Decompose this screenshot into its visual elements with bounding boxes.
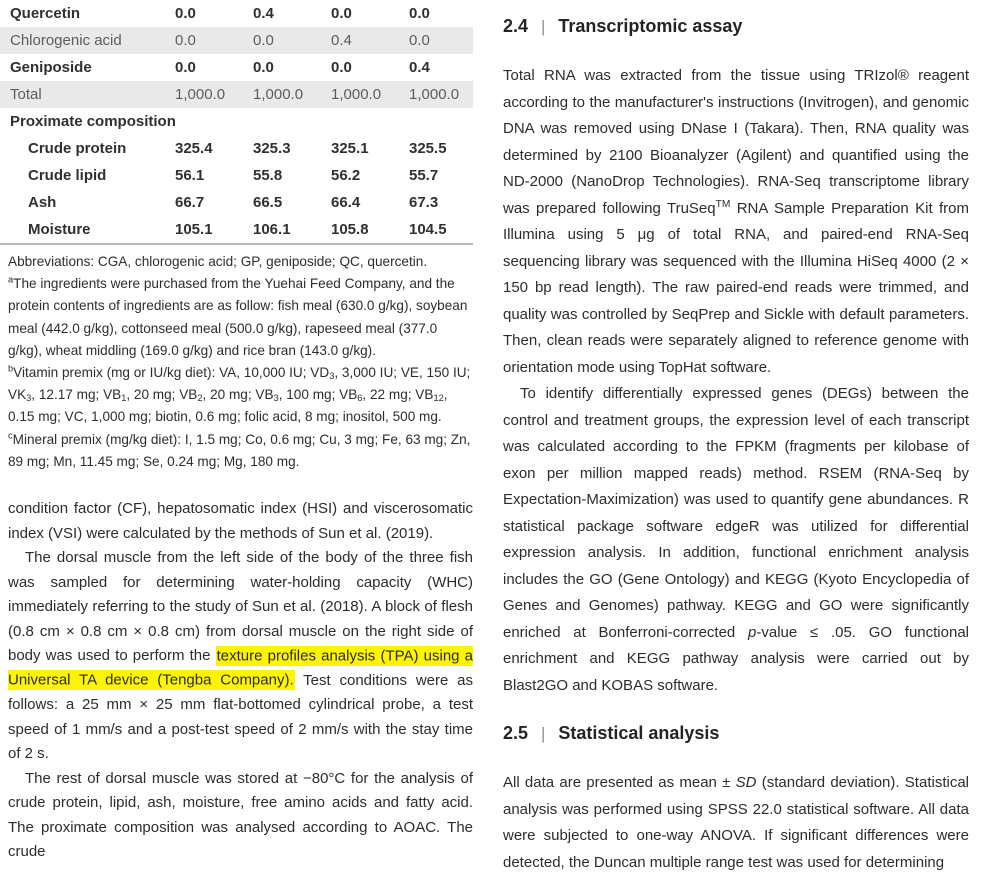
row-label: Quercetin — [10, 5, 81, 22]
text-run: , 100 mg; VB — [278, 387, 358, 403]
text-run: To identify differentially expressed genes (DEGs) between the control and treatment groups, the expression level of each transcript was calculated according to the FPKM (fragments per kilobase of exon per million mapped reads) method. RSEM (RNA-Seq by Expectation-Maximization) was used to quantify gene abundances. R statistical package software edgeR was utilized for differential expression analysis. In addition, functional enrichment analysis includes the GO (Gene Ontology) and KEGG (Kyoto Encyclopedia of Genes and Genomes) pathway. KEGG and GO were significantly enriched at Bonferroni-corrected — [503, 385, 969, 641]
left-column — [8, 0, 473, 876]
row-label: Crude lipid — [28, 167, 107, 184]
footnote-a — [8, 273, 472, 362]
row-value: 105.8 — [331, 221, 369, 238]
text-run: , 0.15 mg; VC, 1,000 mg; biotin, 0.6 mg; folic acid, 8 mg; inositol, 500 mg. — [8, 387, 448, 425]
diet-composition-table — [0, 0, 473, 245]
text-run: RNA Sample Preparation Kit from Illumina using 5 μg of total RNA, and paired-end RNA-Seq sequencing library was sequenced with the Illumina HiSeq 4000 (2 × 150 bp read length). The raw paired-end reads were trimmed, and quality was controlled by SeqPrep and Sickle with default parameters. Then, clean reads were separately aligned to reference genome with orientation mode using TopHat software. — [503, 199, 970, 376]
footnote-abbreviations: Abbreviations: CGA, chlorogenic acid; GP, geniposide; QC, quercetin. — [8, 254, 428, 269]
row-value: 0.4 — [253, 5, 274, 22]
row-value: 55.8 — [253, 167, 283, 184]
row-value: 325.3 — [253, 140, 291, 157]
row-value: 325.5 — [409, 140, 447, 157]
text-run: , 12.17 mg; VB — [31, 387, 122, 403]
paragraph-storage-analysis: The rest of dorsal muscle was stored at −80°C for the analysis of crude protein, lipid, ash, moisture, free amino acids and fatty acid. The proximate composition was analysed according to AOAC. The crude — [8, 769, 473, 861]
right-column — [503, 0, 969, 876]
text-run: The ingredients were purchased from the Yuehai Feed Company, and the protein contents of ingredients are as follow: fish meal (630.0 g/kg), soybean meal (442.0 g/kg), cottonseed meal (500.0 g/kg), rapeseed meal (377.0 g/kg), wheat middling (169.0 g/kg) and rice bran (143.0 g/kg). — [8, 276, 468, 358]
row-value: 325.4 — [175, 140, 213, 157]
paragraph-indices: condition factor (CF), hepatosomatic index (HSI) and viscerosomatic index (VSI) were calculated by the methods of Sun et al. (2019). — [8, 500, 473, 542]
italic-text: p — [748, 623, 757, 641]
paragraph-dorsal-muscle — [8, 546, 473, 767]
row-label: Proximate composition — [10, 113, 176, 130]
text-run: All data are presented as mean ± — [503, 774, 736, 791]
subscript-text: 6 — [357, 393, 363, 404]
row-value: 67.3 — [409, 194, 439, 211]
row-value: 1,000.0 — [331, 86, 382, 103]
subscript-text: 12 — [433, 393, 444, 404]
right-body-text — [503, 63, 969, 699]
superscript-text: TM — [715, 198, 731, 210]
row-value: 0.0 — [331, 59, 352, 76]
section-separator: | — [541, 725, 546, 743]
subscript-text: 3 — [273, 393, 279, 404]
row-label: Chlorogenic acid — [10, 32, 122, 49]
table-row — [0, 216, 473, 243]
row-value: 0.0 — [409, 5, 430, 22]
right-body-text-2 — [503, 770, 969, 876]
superscript-text: b — [8, 363, 14, 374]
section-heading-2-4 — [503, 16, 969, 37]
table-footnotes — [8, 251, 472, 473]
row-value: 106.1 — [253, 221, 291, 238]
row-value: 66.7 — [175, 194, 205, 211]
row-label: Geniposide — [10, 59, 92, 76]
table-row — [0, 54, 473, 81]
row-value: 66.4 — [331, 194, 361, 211]
row-label: Total — [10, 86, 42, 103]
row-value: 1,000.0 — [409, 86, 460, 103]
row-value: 104.5 — [409, 221, 447, 238]
row-value: 0.0 — [175, 32, 196, 49]
row-label: Ash — [28, 194, 57, 211]
row-value: 0.4 — [331, 32, 352, 49]
row-value: 1,000.0 — [253, 86, 304, 103]
subscript-text: 3 — [329, 370, 335, 381]
table-row — [0, 0, 473, 27]
row-value: 66.5 — [253, 194, 283, 211]
paragraph-deg-analysis — [503, 381, 969, 699]
subscript-text: 3 — [26, 393, 32, 404]
text-run: , 20 mg; VB — [126, 387, 198, 403]
row-value: 0.0 — [253, 32, 274, 49]
text-run: , 22 mg; VB — [362, 387, 434, 403]
row-label: Crude protein — [28, 140, 127, 157]
text-run: , 3,000 IU; VE, 150 IU; VK — [8, 365, 471, 403]
row-value: 0.0 — [409, 32, 430, 49]
row-value: 0.0 — [253, 59, 274, 76]
table-row — [0, 189, 473, 216]
row-value: 0.0 — [175, 59, 196, 76]
text-run: The dorsal muscle from the left side of the body of the three fish was sampled for determining water-holding capacity (WHC) immediately referring to the study of Sun et al. (2018). A block of flesh (0.8 cm × 0.8 cm × 0.8 cm) from dorsal muscle on the right side of body was used to perform the — [8, 549, 473, 665]
row-value: 105.1 — [175, 221, 213, 238]
row-value: 0.0 — [175, 5, 196, 22]
text-run: Vitamin premix (mg or IU/kg diet): VA, 10,000 IU; VD — [13, 365, 330, 381]
section-number: 2.5 — [503, 723, 529, 743]
row-label: Moisture — [28, 221, 91, 238]
section-title: Transcriptomic assay — [558, 16, 743, 36]
subscript-text: 1 — [121, 393, 127, 404]
paragraph-rna-extraction — [503, 63, 969, 381]
row-value: 1,000.0 — [175, 86, 226, 103]
row-value: 0.4 — [409, 59, 430, 76]
left-body-text — [8, 497, 473, 865]
table-row — [0, 27, 473, 54]
footnote-b — [8, 362, 472, 429]
row-value: 56.2 — [331, 167, 361, 184]
paragraph-statistics — [503, 770, 969, 876]
text-run: , 20 mg; VB — [202, 387, 274, 403]
table-row — [0, 135, 473, 162]
text-run: Test conditions were as follows: a 25 mm × 25 mm flat-bottomed cylindrical probe, a test speed of 1 mm/s and a post-test speed of 2 mm/s with the stay time of 2 s. — [8, 671, 473, 763]
superscript-text: c — [8, 430, 13, 441]
section-title: Statistical analysis — [558, 723, 720, 743]
section-separator: | — [541, 18, 546, 36]
table-row — [0, 108, 473, 135]
table-row — [0, 162, 473, 189]
section-heading-2-5 — [503, 723, 969, 744]
text-run: (standard deviation). Statistical analysis was performed using SPSS 22.0 statistical software. All data were subjected to one-way ANOVA. If significant differences were detected, the Duncan multiple range test was used for determining — [503, 774, 969, 871]
row-value: 325.1 — [331, 140, 369, 157]
superscript-text: a — [8, 274, 14, 285]
footnote-c — [8, 429, 472, 473]
text-run: Mineral premix (mg/kg diet): I, 1.5 mg; Co, 0.6 mg; Cu, 3 mg; Fe, 63 mg; Zn, 89 mg; Mn, 11.45 mg; Se, 0.24 mg; Mg, 180 mg. — [8, 431, 471, 469]
row-value: 55.7 — [409, 167, 439, 184]
italic-text: SD — [735, 774, 757, 791]
text-run: Total RNA was extracted from the tissue using TRIzol® reagent according to the manufacturer's instructions (Invitrogen), and genomic DNA was removed using DNase I (Takara). Then, RNA quality was determined by 2100 Bioanalyzer (Agilent) and quantified using the ND-2000 (NanoDrop Technologies). RNA-Seq transcriptome library was prepared following TruSeq — [503, 67, 969, 217]
highlighted-text: texture profiles analysis (TPA) using a Universal TA device (Tengba Company). — [8, 647, 473, 689]
section-number: 2.4 — [503, 16, 529, 36]
text-run: -value ≤ .05. GO functional enrichment and KEGG pathway analysis were carried out by Blast2GO and KOBAS software. — [503, 623, 969, 694]
subscript-text: 2 — [197, 393, 203, 404]
row-value: 56.1 — [175, 167, 205, 184]
row-value: 0.0 — [331, 5, 352, 22]
table-row — [0, 81, 473, 108]
